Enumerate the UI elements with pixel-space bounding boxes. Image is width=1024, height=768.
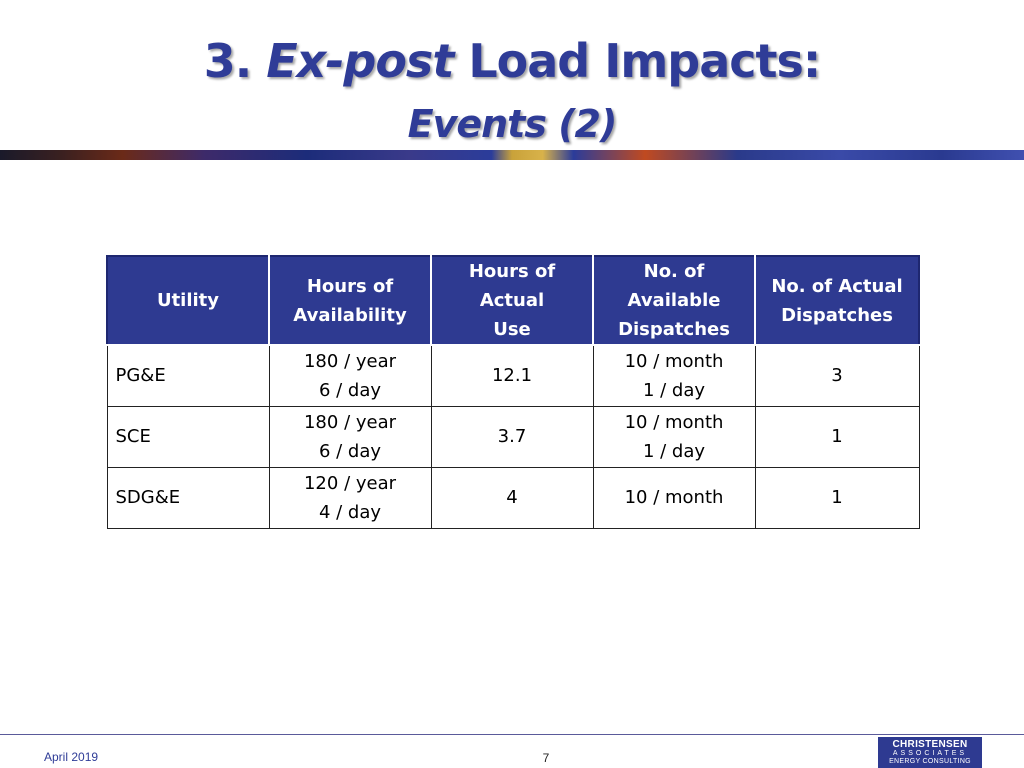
cell-utility: SDG&E [107, 467, 269, 528]
slide-title [0, 30, 1024, 150]
header-line: Use [493, 319, 531, 340]
logo-line-3: ENERGY CONSULTING [889, 758, 971, 765]
cell-line: 120 / year [303, 472, 397, 494]
table-row [107, 406, 919, 467]
title-italic: Ex-post [266, 34, 454, 88]
cell-utility: PG&E [107, 345, 269, 406]
cell-line: 180 / year [303, 411, 397, 433]
cell-line: 1 / day [642, 440, 706, 462]
header-line: Dispatches [618, 319, 730, 340]
header-hours-availability [269, 256, 431, 345]
header-utility [107, 256, 269, 345]
header-line: No. of Actual [771, 275, 903, 297]
title-main [0, 30, 1024, 92]
cell-hours-actual-use: 3.7 [431, 406, 593, 467]
cell-line: 1 / day [642, 379, 706, 401]
logo-line-1: CHRISTENSEN [892, 739, 968, 750]
title-number: 3. [203, 34, 252, 88]
title-subtitle: Events (2) [407, 102, 617, 146]
cell-actual-dispatches: 3 [755, 345, 919, 406]
cell-hours-availability [269, 345, 431, 406]
title-rest: Load Impacts: [468, 34, 821, 88]
cell-available-dispatches [593, 406, 755, 467]
header-line: Utility [156, 290, 220, 311]
cell-line: 180 / year [303, 350, 397, 372]
decorative-banner [0, 150, 1024, 160]
table-header-row [107, 256, 919, 345]
table-row [107, 467, 919, 528]
company-logo [878, 737, 982, 768]
header-actual-dispatches [755, 256, 919, 345]
logo-line-2: ASSOCIATES [892, 750, 968, 757]
cell-hours-availability [269, 467, 431, 528]
cell-actual-dispatches: 1 [755, 406, 919, 467]
header-line: No. of [643, 261, 705, 282]
cell-line: 6 / day [318, 440, 382, 462]
cell-line: 10 / month [624, 350, 724, 372]
cell-actual-dispatches: 1 [755, 467, 919, 528]
cell-utility: SCE [107, 406, 269, 467]
cell-line: 4 / day [318, 501, 382, 523]
cell-hours-actual-use: 4 [431, 467, 593, 528]
cell-hours-availability [269, 406, 431, 467]
cell-line: 10 / month [624, 487, 724, 508]
cell-available-dispatches [593, 467, 755, 528]
header-available-dispatches [593, 256, 755, 345]
cell-line: 10 / month [624, 411, 724, 433]
header-line: Hours of [306, 275, 394, 297]
footer-date: April 2019 [44, 750, 99, 764]
header-hours-actual-use [431, 256, 593, 345]
header-line: Dispatches [781, 304, 893, 326]
page-number: 7 [542, 751, 550, 765]
footer-divider [0, 734, 1024, 735]
header-line: Hours of Actual [468, 261, 556, 311]
events-table [106, 255, 920, 529]
cell-line: 6 / day [318, 379, 382, 401]
cell-hours-actual-use: 12.1 [431, 345, 593, 406]
cell-available-dispatches [593, 345, 755, 406]
header-line: Availability [293, 304, 407, 326]
header-line: Available [627, 290, 721, 311]
table-row [107, 345, 919, 406]
